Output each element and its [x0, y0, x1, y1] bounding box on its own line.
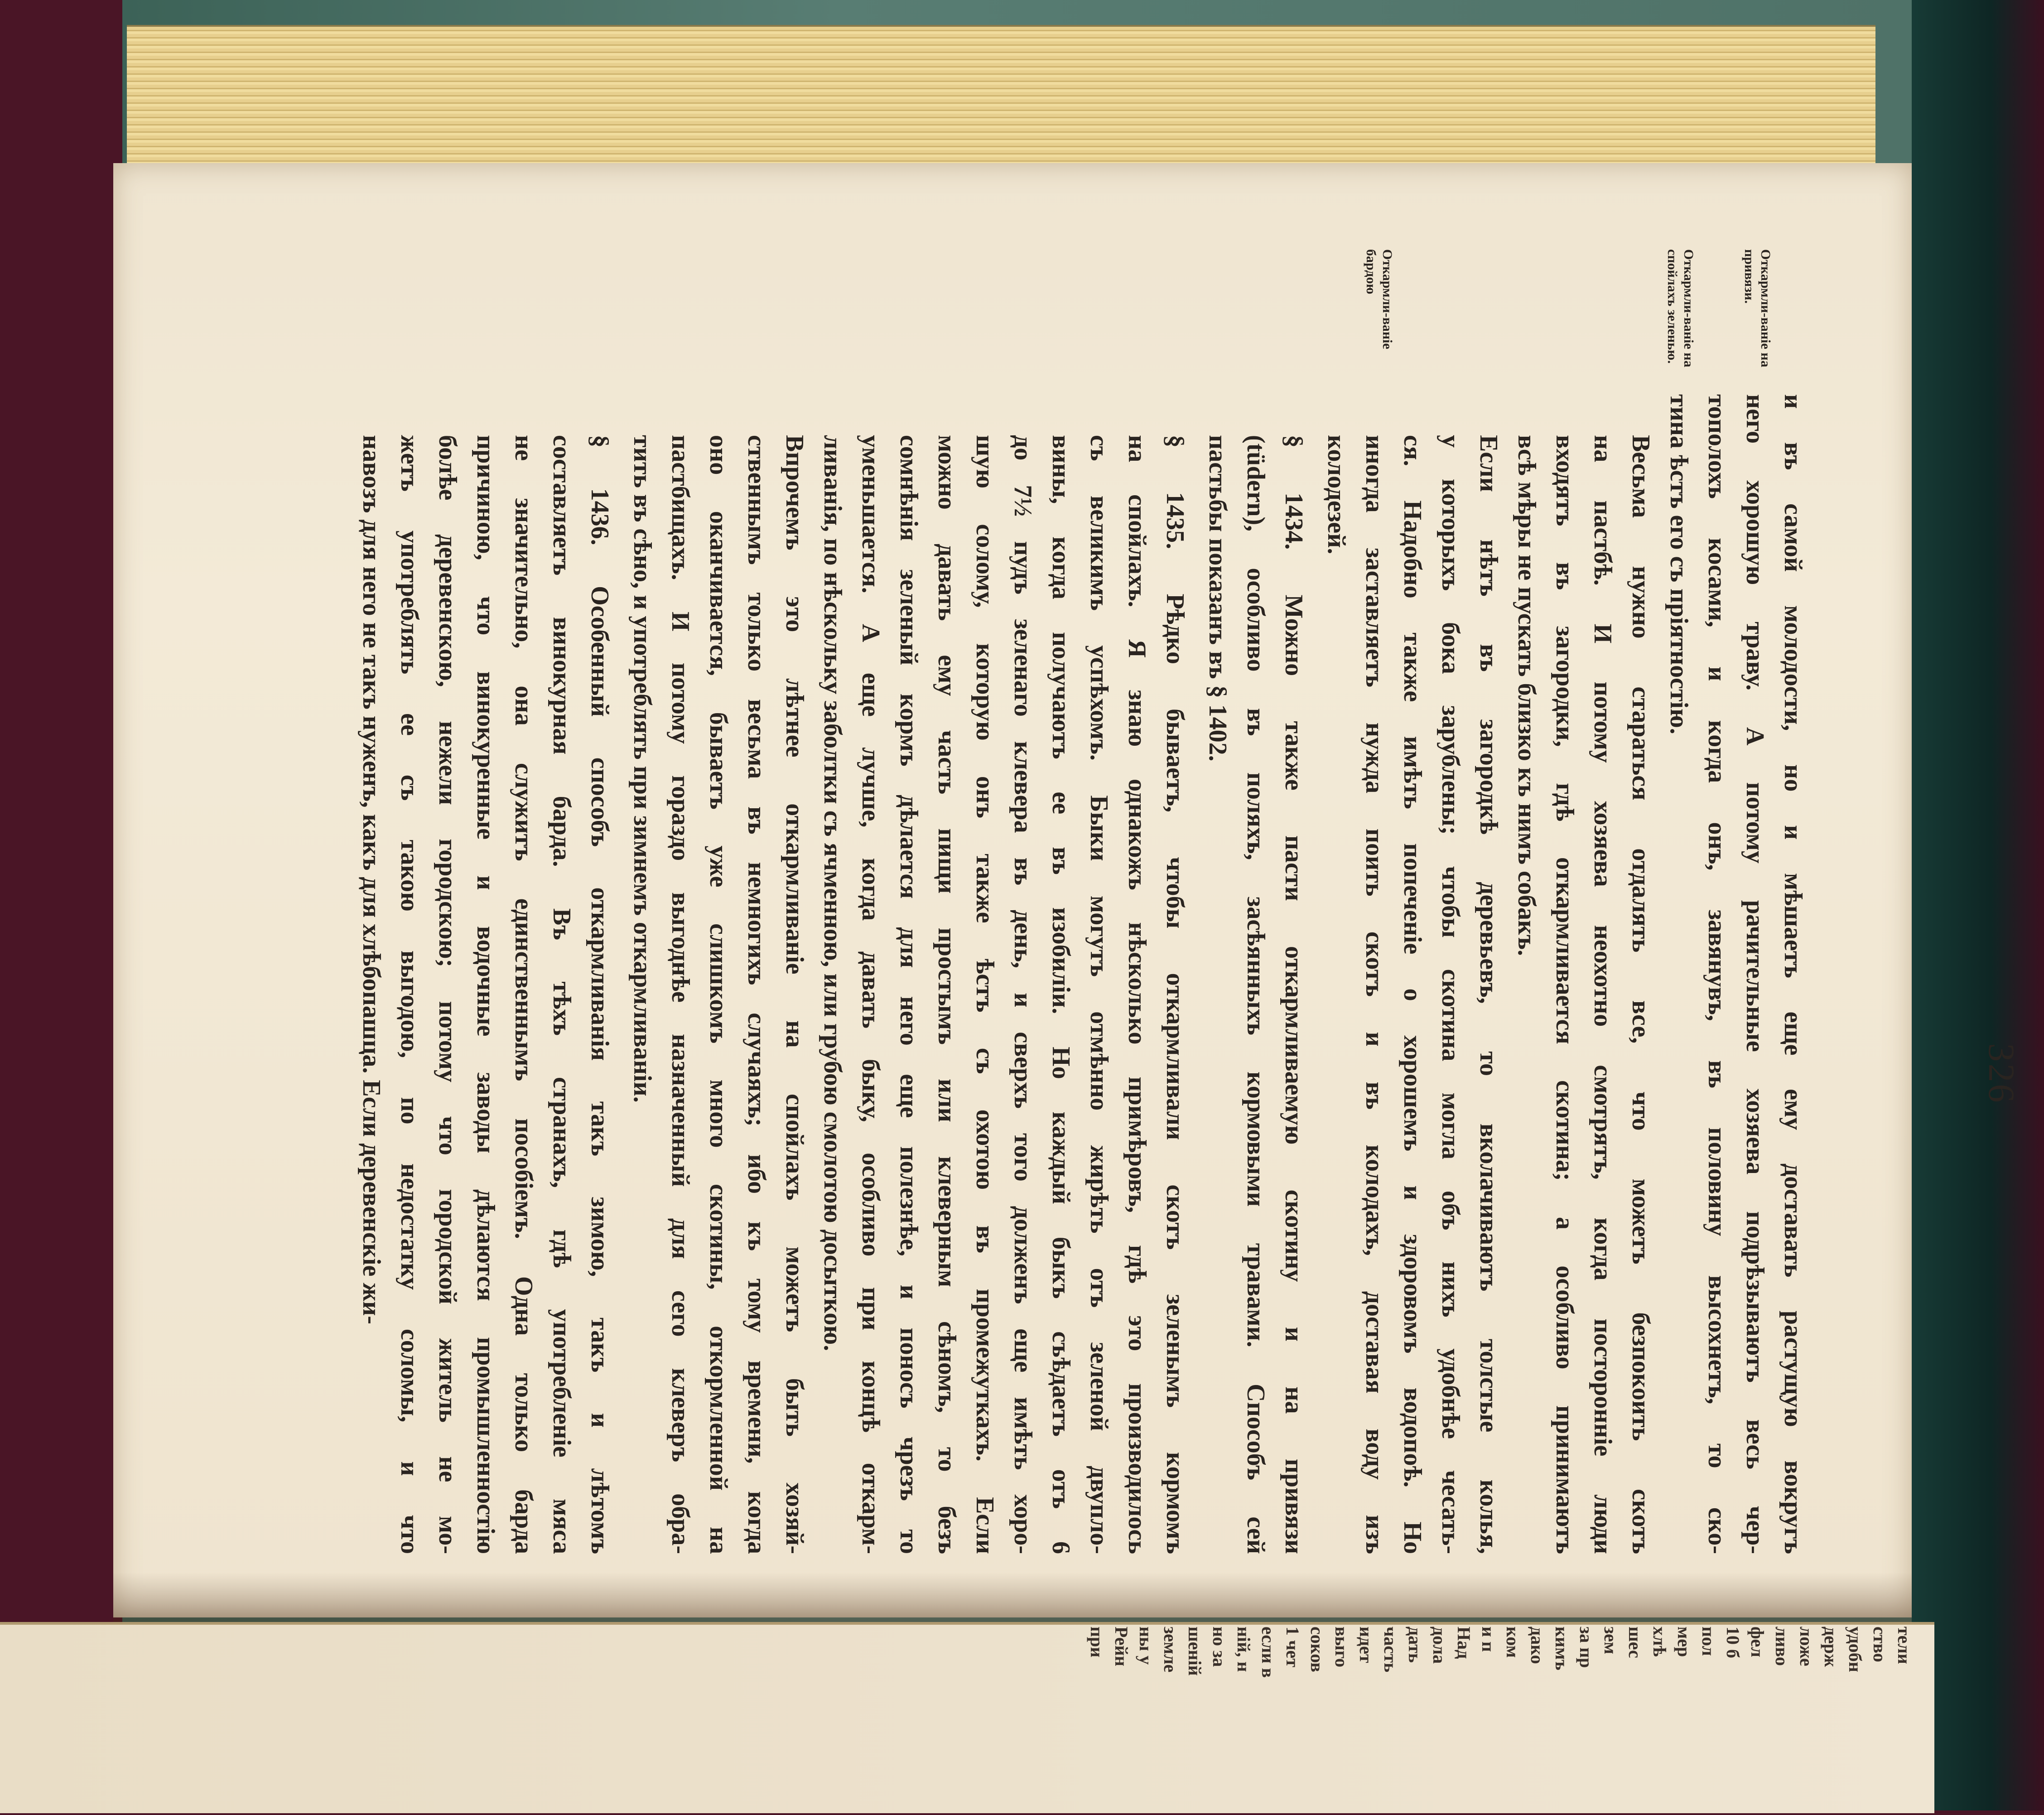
next-page-fragment: удобн — [1845, 1627, 1866, 1672]
next-page-fragment: но за — [1209, 1627, 1229, 1667]
paragraph — [1660, 394, 1812, 1554]
text-line: § 1434. Можно также пасти откармливаемую скотину и на привязи — [1280, 435, 1308, 1554]
next-page-fragment: земле — [1160, 1627, 1181, 1673]
text-line: Весьма нужно стараться отдалять все, что можетъ безпокоить скотъ — [1627, 435, 1655, 1554]
page-text-block — [254, 159, 2020, 1608]
text-line: ся. Надобно также имѣть попеченіе о хорошемъ и здоровомъ водопоѣ. Но — [1398, 435, 1427, 1554]
text-line: у которыхъ бока зарублены; чтобы скотина могла объ нихъ удобнѣе чесать- — [1437, 435, 1465, 1554]
text-line: навозъ для него не такъ нуженъ, какъ для хлѣбопашца. Если деревенскіе жи- — [357, 435, 386, 1324]
next-page-fragment: мер — [1674, 1627, 1694, 1657]
next-page-fragment: держ — [1821, 1627, 1841, 1667]
next-page-fragment: при — [1087, 1627, 1107, 1658]
text-line: можно давать ему часть пищи простымъ или клеверным сѣномъ, то безъ — [933, 435, 961, 1554]
text-line: § 1436. Особенный способъ откармливанія такъ зимою, такъ и лѣтомъ — [586, 435, 614, 1554]
text-line: ливанія, по нѣскольку заболтки съ ячменною, или грубою смолотою досыткою. — [819, 435, 847, 1352]
next-page-fragment: Рейн — [1111, 1627, 1132, 1666]
text-line: жетъ употреблять ее съ такою выгодою, по недостатку соломы, и что — [395, 435, 424, 1554]
text-line: Если нѣтъ въ загородкѣ деревьевъ, то вколачиваютъ толстые колья, — [1475, 435, 1503, 1554]
text-line: § 1435. Рѣдко бываетъ, чтобы откармливали скотъ зеленымъ кормомъ — [1161, 435, 1189, 1554]
next-page-fragment: дола — [1429, 1627, 1450, 1664]
next-page-fragment: дако — [1527, 1627, 1547, 1664]
next-page-fragment: и п — [1478, 1627, 1499, 1652]
margin-note-tethering: Откармли-ваніе на привязи. — [1742, 249, 1773, 367]
text-line: всѣ мѣры не пускать близко къ нимъ собакъ. — [1513, 435, 1541, 956]
next-page-fragment: ложе — [1796, 1627, 1817, 1666]
next-page-fragment: шес — [1625, 1627, 1645, 1658]
text-line: оно оканчивается, бываетъ уже слишкомъ много скотины, откормленной на — [704, 435, 733, 1554]
text-line: до 7½ пудъ зеленаго клевера въ день, и сверхъ того долженъ еще имѣть хоро- — [1009, 435, 1037, 1554]
text-line: уменьшается. А еще лучше, когда давать быку, особливо при концѣ откарм- — [857, 435, 885, 1554]
text-line: иногда заставляетъ нужда поить скотъ и въ колодахъ, доставая воду изъ — [1360, 435, 1388, 1554]
next-page-fragment: пол — [1698, 1627, 1719, 1656]
next-page-fragment: тели — [1894, 1627, 1914, 1664]
page-edges — [127, 25, 1875, 176]
text-line: пастьбы показанъ въ § 1402. — [1204, 435, 1232, 762]
next-page-fragment: ливо — [1772, 1627, 1792, 1666]
next-page-fragment: идет — [1356, 1627, 1376, 1663]
margin-note-distillery-mash: Откармли-ваніе бардою — [1364, 249, 1395, 349]
next-page-fragment: Над — [1454, 1627, 1474, 1659]
margin-note-green-fodder: Откармли-ваніе на спойлахъ зеленью. — [1665, 249, 1696, 367]
next-page-fragment: если в — [1258, 1627, 1278, 1678]
next-page-fragment: ны у — [1136, 1627, 1156, 1665]
next-page-fragment: шеній — [1185, 1627, 1205, 1676]
text-line: пастбищахъ. И потому гораздо выгоднѣе назначенный для сего клеверъ обра- — [666, 435, 694, 1554]
next-page-fragment: 10 б — [1723, 1627, 1743, 1658]
next-page-fragment: кимъ — [1552, 1627, 1572, 1670]
next-page-fragment: хлѣ — [1649, 1627, 1670, 1657]
text-line: и въ самой молодости, но и мѣшаетъ еще ему доставать растущую вокругъ — [1779, 394, 1807, 1554]
text-line: причиною, что винокуренные и водочные заводы дѣлаются промышленностію — [472, 435, 500, 1554]
next-page-fragment: часть — [1380, 1627, 1401, 1673]
text-line: сомнѣнія зеленый кормъ дѣлается для него еще полезнѣе, и поносъ чрезъ то — [895, 435, 923, 1554]
text-line: на пастбѣ. И потому хозяева неохотно смотрятъ, когда посторонніе люди — [1589, 435, 1617, 1554]
text-line: на спойлахъ. Я знаю однакожъ нѣсколько примѣровъ, гдѣ это производилось — [1123, 435, 1151, 1554]
paragraph — [1508, 394, 1660, 1554]
text-line: колодезей. — [1322, 435, 1350, 555]
next-page-fragment: выго — [1331, 1627, 1352, 1667]
paragraph — [814, 394, 1194, 1554]
text-line: ственнымъ только весьма въ немногихъ случаяхъ; ибо къ тому времени, когда — [742, 435, 771, 1554]
next-page-fragment: фел — [1747, 1627, 1768, 1657]
next-page-fragment: ній, н — [1234, 1627, 1254, 1672]
next-page-fragment: дать — [1405, 1627, 1425, 1663]
next-page-text — [14, 1627, 1916, 1815]
next-page-fragment: ком — [1503, 1627, 1523, 1658]
text-line: болѣе деревенскою, нежели городскою; потому что городской житель не мо- — [434, 435, 462, 1554]
text-line: входятъ въ загородки, гдѣ откармливается скотина; а особливо принимаютъ — [1551, 435, 1579, 1554]
text-line: составляетъ винокурная барда. Въ тѣхъ странахъ, гдѣ употребленіе мяса — [548, 435, 576, 1554]
paragraph — [1317, 394, 1508, 1554]
text-line: шую солому, которую онъ также ѣстъ съ охотою въ промежуткахъ. Если — [971, 435, 999, 1554]
next-page-fragment: соков — [1307, 1627, 1327, 1672]
paragraph — [623, 394, 814, 1554]
text-line: вины, когда получаютъ ее въ изобиліи. Но каждый быкъ съѣдаетъ отъ 6 — [1047, 435, 1075, 1554]
next-page-fragment: за пр — [1576, 1627, 1596, 1668]
next-page-fragment: зем — [1600, 1627, 1621, 1655]
text-line: не значительно, она служитъ единственнымъ пособіемъ. Одна только барда — [510, 435, 538, 1554]
text-line: тить въ сѣно, и употреблять при зимнемъ откармливаніи. — [628, 435, 656, 1103]
text-line: съ великимъ успѣхомъ. Быки могутъ отмѣнно жирѣть отъ зеленой двупло- — [1085, 435, 1113, 1554]
paragraph — [1199, 394, 1313, 1554]
text-line: (tüdern), особливо въ поляхъ, засѣянныхъ кормовыми травами. Способъ сей — [1242, 435, 1270, 1554]
paragraph — [352, 394, 619, 1554]
text-line: тина ѣстъ его съ пріятностію. — [1665, 394, 1693, 734]
next-page-fragment: 1 чет — [1282, 1627, 1303, 1667]
page-number: 326 — [1981, 1043, 2022, 1105]
text-line: него хорошую траву. А потому рачительные хозяева подрѣзываютъ весь чер- — [1741, 394, 1769, 1554]
main-text — [352, 394, 1812, 1554]
text-line: Впрочемъ это лѣтнее откармливаніе на спойлахъ можетъ быть хозяй- — [781, 435, 809, 1554]
next-page-fragment: ство — [1870, 1627, 1890, 1662]
text-line: тополохъ косами, и когда онъ, завянувъ, въ половину высохнетъ, то ско- — [1703, 394, 1731, 1554]
